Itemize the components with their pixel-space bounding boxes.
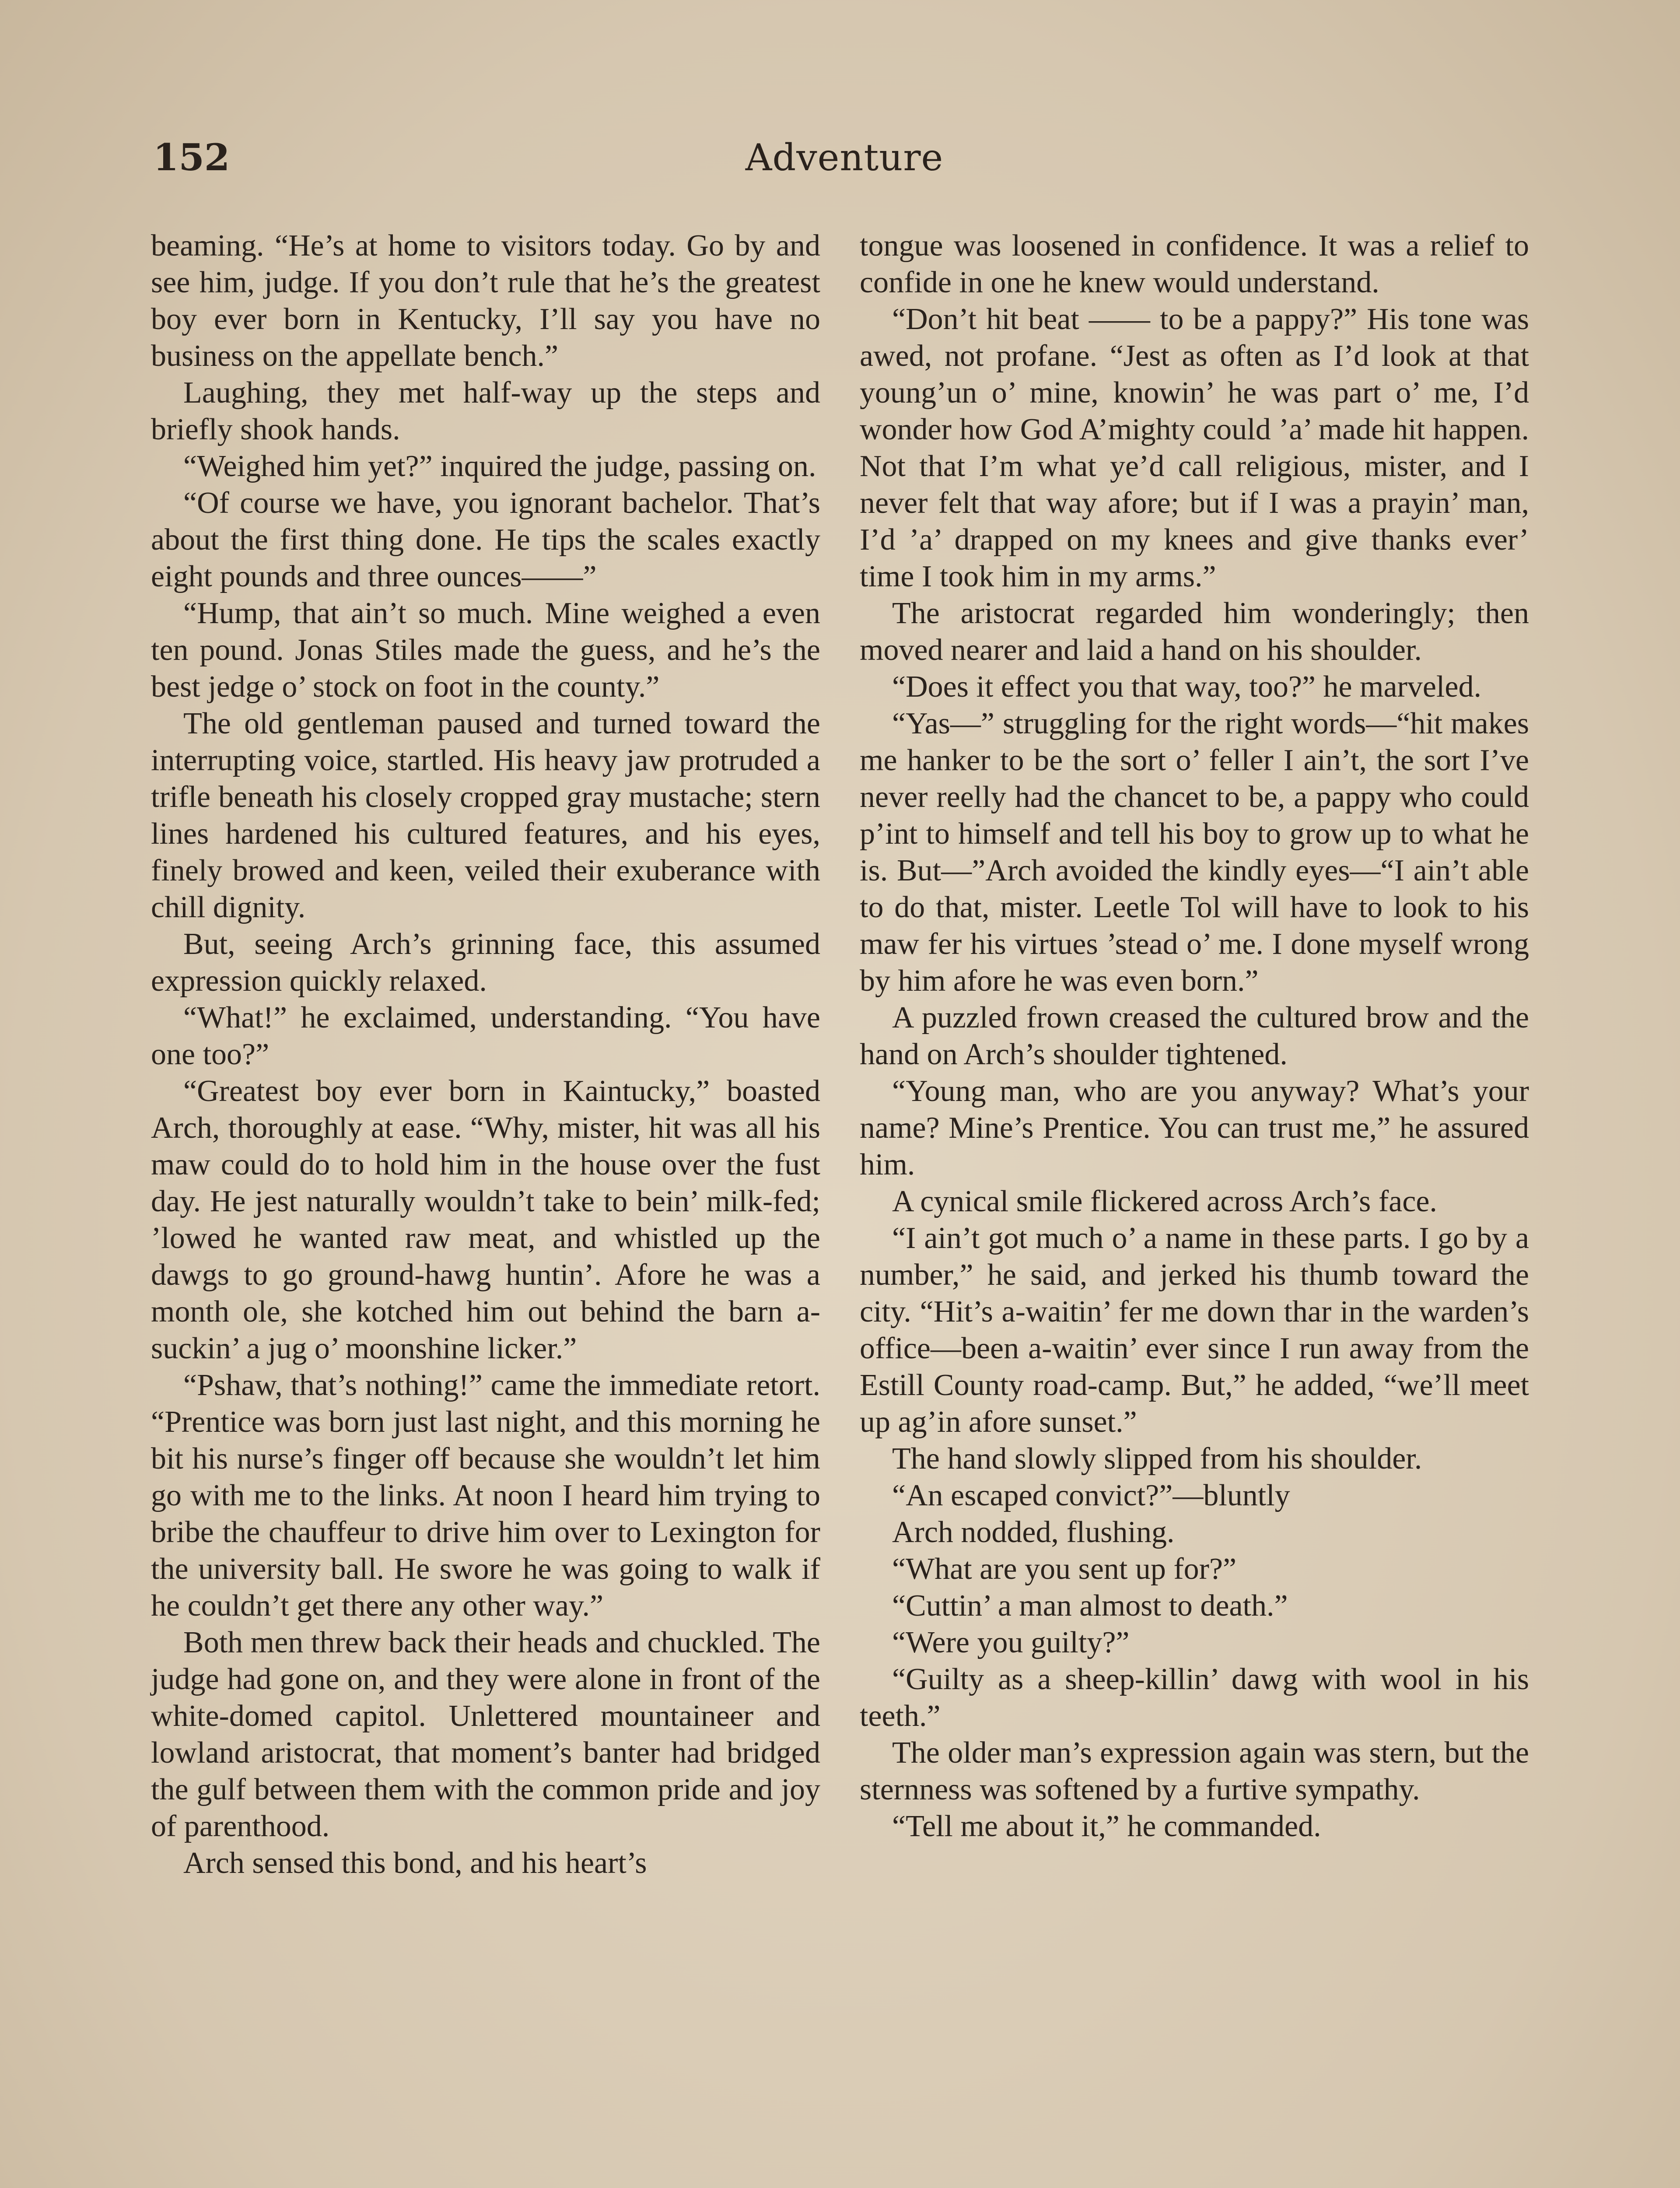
paragraph: “Hump, that ain’t so much. Mine weighed a even ten pound. Jonas Stiles made the guess, and he’s the best jedge o’ stock on foot in the county.” <box>151 596 820 704</box>
paragraph: “Were you guilty?” <box>892 1626 1130 1659</box>
paragraph: tongue was loosened in confidence. It was a relief to confide in one he knew would understand. <box>860 229 1529 299</box>
paragraph: The old gentleman paused and turned toward the interrupting voice, startled. His heavy jaw protruded a trifle beneath his closely cropped gray mustache; stern lines hardened his cultured features, and his eyes, finely browed and keen, veiled their exuberance with chill dignity. <box>151 707 820 924</box>
paragraph: The aristocrat regarded him wonderingly; then moved nearer and laid a hand on his shoulder. <box>860 596 1529 667</box>
right-column <box>860 228 1529 1845</box>
paragraph: “Cuttin’ a man almost to death.” <box>892 1589 1288 1623</box>
paragraph: “Weighed him yet?” inquired the judge, passing on. <box>183 449 816 483</box>
paragraph: “Of course we have, you ignorant bachelor. That’s about the first thing done. He tips the scales exactly eight pounds and three ounces——” <box>151 486 820 593</box>
paragraph: “Tell me about it,” he commanded. <box>892 1809 1321 1843</box>
paragraph: Laughing, they met half-way up the steps and briefly shook hands. <box>151 376 820 446</box>
left-column <box>151 228 820 1882</box>
paragraph: “Pshaw, that’s nothing!” came the immediate retort. “Prentice was born just last night, and this morning he bit his nurse’s finger off because she wouldn’t let him go with me to the links. At noon I heard him trying to bribe the chauffeur to drive him over to Lexington for the university ball. He swore he was going to walk if he couldn’t get there any other way.” <box>151 1368 820 1623</box>
paragraph: Arch sensed this bond, and his heart’s <box>183 1846 647 1880</box>
paragraph: “Guilty as a sheep-killin’ dawg with wool in his teeth.” <box>860 1662 1529 1733</box>
paragraph: “Does it effect you that way, too?” he marveled. <box>892 670 1481 704</box>
paragraph: Both men threw back their heads and chuckled. The judge had gone on, and they were alone in front of the white-domed capitol. Unlettered mountaineer and lowland aristocrat, that moment’s banter had bridged the gulf between them with the common pride and joy of parenthood. <box>151 1626 820 1843</box>
paragraph: But, seeing Arch’s grinning face, this assumed expression quickly relaxed. <box>151 927 820 998</box>
page-number: 152 <box>153 136 230 179</box>
paragraph: A cynical smile flickered across Arch’s face. <box>892 1185 1437 1218</box>
paragraph: The hand slowly slipped from his shoulder. <box>892 1442 1422 1476</box>
running-title: Adventure <box>745 136 944 179</box>
paragraph: “Yas—” struggling for the right words—“hit makes me hanker to be the sort o’ feller I ain’t, the sort I’ve never reelly had the chancet to be, a pappy who could p’int to himself and tell his boy to grow up to what he is. But—”Arch avoided the kindly eyes—“I ain’t able to do that, mister. Leetle Tol will have to look to his maw fer his virtues ’stead o’ me. I done myself wrong by him afore he was even born.” <box>860 707 1529 998</box>
paragraph: “What!” he exclaimed, understanding. “You have one too?” <box>151 1001 820 1071</box>
paragraph: “I ain’t got much o’ a name in these parts. I go by a number,” he said, and jerked his thumb toward the city. “Hit’s a-waitin’ fer me down thar in the warden’s office—been a-waitin’ ever since I run away from the Estill County road-camp. But,” he added, “we’ll meet up ag’in afore sunset.” <box>860 1221 1529 1439</box>
paragraph: Arch nodded, flushing. <box>892 1515 1175 1549</box>
paragraph: A puzzled frown creased the cultured brow and the hand on Arch’s shoulder tightened. <box>860 1001 1529 1071</box>
paragraph: beaming. “He’s at home to visitors today. Go by and see him, judge. If you don’t rule that he’s the greatest boy ever born in Kentucky, I’ll say you have no business on the appellate bench.” <box>151 229 820 373</box>
paragraph: The older man’s expression again was stern, but the sternness was softened by a furtive sympathy. <box>860 1736 1529 1806</box>
paragraph: “Young man, who are you anyway? What’s your name? Mine’s Prentice. You can trust me,” he assured him. <box>860 1074 1529 1182</box>
paragraph: “Greatest boy ever born in Kaintucky,” boasted Arch, thoroughly at ease. “Why, mister, hit was all his maw could do to hold him in the house over the fust day. He jest naturally wouldn’t take to bein’ milk-fed; ’lowed he wanted raw meat, and whistled up the dawgs to go ground-hawg huntin’. Afore he was a month ole, she kotched him out behind the barn a-suckin’ a jug o’ moonshine licker.” <box>151 1074 820 1365</box>
paragraph: “An escaped convict?”—bluntly <box>892 1479 1290 1512</box>
paragraph: “Don’t hit beat —— to be a pappy?” His tone was awed, not profane. “Jest as often as I’d look at that young’un o’ mine, knowin’ he was part o’ me, I’d wonder how God A’mighty could ’a’ made hit happen. Not that I’m what ye’d call religious, mister, and I never felt that way afore; but if I was a prayin’ man, I’d ’a’ drapped on my knees and give thanks ever’ time I took him in my arms.” <box>860 302 1529 593</box>
page-header <box>153 131 1536 184</box>
paragraph: “What are you sent up for?” <box>892 1552 1237 1586</box>
